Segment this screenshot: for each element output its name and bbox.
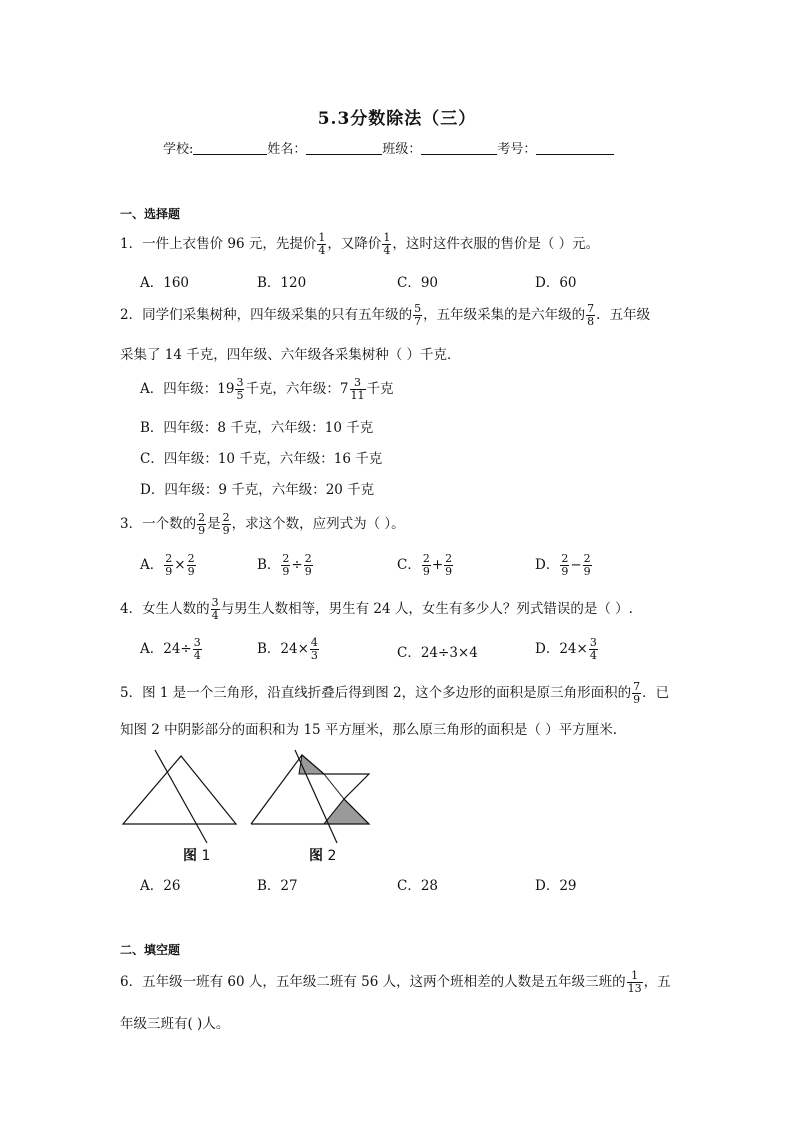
fraction-denominator: 3 (310, 649, 318, 662)
fraction-numerator: 3 (589, 636, 597, 649)
fraction (627, 970, 643, 995)
class-label: 班级： (382, 142, 422, 157)
question-5 (120, 681, 669, 706)
fraction (310, 637, 319, 662)
q5-option-c: C．28 (397, 878, 439, 894)
fraction-numerator: 2 (282, 552, 290, 565)
q5-option-a: A．26 (140, 878, 181, 894)
question-text: 与男生人数相等，男生有 24 人，女生有多少人？列式错误的是（ ）. (220, 601, 633, 617)
question-number: 5． (120, 685, 143, 701)
fraction-denominator: 9 (445, 565, 453, 578)
q1-option-c: C．90 (397, 275, 439, 291)
q2-option-c: C．四年级：10 千克，六年级：16 千克 (140, 451, 383, 467)
question-text: ，五 (643, 974, 671, 990)
fraction (193, 637, 202, 662)
name-label: 姓名： (267, 142, 307, 157)
fraction-numerator: 1 (318, 231, 326, 244)
question-text: ．五年级 (596, 307, 651, 323)
fraction (422, 553, 431, 578)
question-1 (120, 232, 599, 257)
question-text: 五年级一班有 60 人，五年级二班有 56 人，这两个班相差的人数是五年级三班的 (142, 974, 626, 990)
q2-option-b: B．四年级：8 千克，六年级：10 千克 (140, 420, 374, 436)
q3-option-b (257, 553, 314, 578)
option-label: C． (397, 557, 421, 573)
fraction-numerator: 5 (414, 302, 422, 315)
q3-option-a (140, 553, 197, 578)
question-6 (120, 970, 671, 995)
fraction (235, 377, 244, 402)
q1-option-b: B．120 (257, 275, 307, 291)
operator: + (431, 557, 444, 573)
question-number: 3． (120, 516, 143, 532)
name-blank (306, 141, 382, 155)
question-text: 图 1 是一个三角形，沿直线折叠后得到图 2，这个多边形的面积是原三角形面积的 (142, 685, 632, 701)
class-blank (421, 141, 497, 155)
fraction-numerator: 2 (561, 552, 569, 565)
q2-option-d: D．四年级：9 千克，六年级：20 千克 (140, 482, 375, 498)
fraction (589, 637, 598, 662)
question-text: 是 (207, 516, 221, 532)
question-2-line-2: 采集了 14 千克，四年级、六年级各采集树种（ ）千克． (120, 347, 461, 363)
fraction-numerator: 2 (583, 552, 591, 565)
fraction-denominator: 9 (583, 565, 591, 578)
fraction-numerator: 2 (198, 511, 206, 524)
fraction-numerator: 3 (211, 596, 219, 609)
fraction-denominator: 11 (350, 389, 365, 402)
fraction-denominator: 8 (587, 315, 595, 328)
fraction-denominator: 9 (187, 565, 195, 578)
exam-number-blank (536, 141, 614, 155)
fraction (281, 553, 290, 578)
school-label: 学校: (163, 142, 194, 157)
fraction (413, 303, 422, 328)
fraction (317, 232, 326, 257)
question-text: 同学们采集树种，四年级采集的只有五年级的 (142, 307, 413, 323)
fraction-numerator: 2 (222, 511, 230, 524)
fraction-denominator: 9 (165, 565, 173, 578)
section-heading-choice: 一、选择题 (120, 207, 181, 221)
question-5-line-2: 知图 2 中阴影部分的面积和为 15 平方厘米，那么原三角形的面积是（ ）平方厘米. (120, 722, 618, 738)
fraction-denominator: 9 (633, 693, 641, 706)
fraction-denominator: 9 (422, 565, 430, 578)
fraction (197, 512, 206, 537)
option-text: 千克 (366, 381, 394, 397)
student-info-line (163, 138, 614, 157)
fraction-numerator: 4 (310, 636, 318, 649)
fraction-numerator: 2 (304, 552, 312, 565)
q4-option-a (140, 637, 203, 662)
fraction-denominator: 4 (383, 244, 391, 257)
fraction (187, 553, 196, 578)
option-label: B． (257, 557, 281, 573)
option-label: D． (535, 557, 560, 573)
fraction (560, 553, 569, 578)
page-title: 5.3分数除法（三） (317, 109, 477, 129)
question-number: 1． (120, 236, 143, 252)
question-4 (120, 597, 633, 622)
figure-2-label (309, 845, 336, 865)
fraction-denominator: 4 (589, 649, 597, 662)
question-number: 4． (120, 601, 143, 617)
fraction-denominator: 13 (627, 982, 642, 995)
operator: − (570, 557, 582, 573)
fraction-denominator: 9 (282, 565, 290, 578)
fraction-numerator: 1 (631, 969, 639, 982)
question-text: ．已 (642, 685, 670, 701)
q4-option-b (257, 637, 320, 662)
fraction-numerator: 3 (354, 376, 362, 389)
q3-option-c (397, 553, 454, 578)
fraction-denominator: 4 (193, 649, 201, 662)
triangle-outline (123, 756, 236, 824)
fraction-denominator: 9 (304, 565, 312, 578)
fraction-denominator: 4 (211, 609, 219, 622)
option-text: 千克，六年级：7 (245, 381, 349, 397)
fraction-numerator: 1 (383, 231, 391, 244)
q5-option-d: D．29 (535, 878, 577, 894)
figure-label-bold: 图 (309, 848, 323, 864)
inner-edge (324, 774, 344, 799)
fraction-numerator: 3 (236, 376, 244, 389)
question-2 (120, 303, 650, 328)
q3-option-d (535, 553, 593, 578)
question-text: 一件上衣售价 96 元，先提价 (142, 236, 317, 252)
question-text: ，五年级采集的是六年级的 (423, 307, 586, 323)
fraction (164, 553, 173, 578)
q5-option-b: B．27 (257, 878, 298, 894)
fraction-numerator: 2 (445, 552, 453, 565)
question-3 (120, 512, 405, 537)
question-number: 2． (120, 307, 143, 323)
fraction-numerator: 7 (587, 302, 595, 315)
fraction-denominator: 5 (236, 389, 244, 402)
option-text: B．24× (257, 641, 309, 657)
fraction-numerator: 2 (165, 552, 173, 565)
fraction-denominator: 7 (414, 315, 422, 328)
fraction-denominator: 4 (318, 244, 326, 257)
question-text: ，求这个数，应列式为（ ）。 (231, 516, 405, 532)
q4-option-c: C．24÷3×4 (397, 645, 478, 661)
figure-label-number: 1 (197, 848, 211, 864)
option-label: A． (140, 557, 164, 573)
question-6-line-2: 年级三班有( )人。 (120, 1016, 230, 1032)
fraction-numerator: 3 (193, 636, 201, 649)
option-text: D．24× (535, 641, 588, 657)
q1-option-d: D．60 (535, 275, 577, 291)
fraction (382, 232, 391, 257)
fold-line (155, 750, 207, 843)
fraction (632, 681, 641, 706)
fraction (586, 303, 595, 328)
shaded-triangle-bottom (324, 799, 369, 824)
fraction-denominator: 9 (561, 565, 569, 578)
fraction (211, 597, 220, 622)
section-heading-fill-blank: 二、填空题 (120, 943, 181, 957)
figure-label-bold: 图 (183, 848, 197, 864)
school-blank (193, 141, 267, 155)
fraction (444, 553, 453, 578)
option-text: A．四年级：19 (140, 381, 235, 397)
fraction-numerator: 2 (422, 552, 430, 565)
figure-1-triangle (115, 748, 245, 846)
figure-label-number: 2 (323, 848, 337, 864)
exam-number-label: 考号： (497, 142, 537, 157)
question-text: ，这时这件衣服的售价是（ ）元。 (392, 236, 600, 252)
q4-option-d (535, 637, 599, 662)
fraction (304, 553, 313, 578)
fraction-numerator: 7 (633, 680, 641, 693)
question-text: 女生人数的 (142, 601, 210, 617)
question-number: 6． (120, 974, 143, 990)
fraction (350, 377, 366, 402)
q2-option-a (140, 377, 394, 402)
question-text: 一个数的 (142, 516, 197, 532)
option-text: A．24÷ (140, 641, 192, 657)
fraction (583, 553, 592, 578)
figure-1-label (183, 845, 210, 865)
operator: × (174, 557, 186, 573)
fraction-denominator: 9 (222, 524, 230, 537)
fraction (222, 512, 231, 537)
operator: ÷ (291, 557, 303, 573)
fold-line (295, 750, 337, 843)
fraction-denominator: 9 (198, 524, 206, 537)
question-text: ，又降价 (327, 236, 382, 252)
fraction-numerator: 2 (187, 552, 195, 565)
figure-2-folded-polygon (245, 748, 377, 846)
q1-option-a: A．160 (140, 275, 190, 291)
